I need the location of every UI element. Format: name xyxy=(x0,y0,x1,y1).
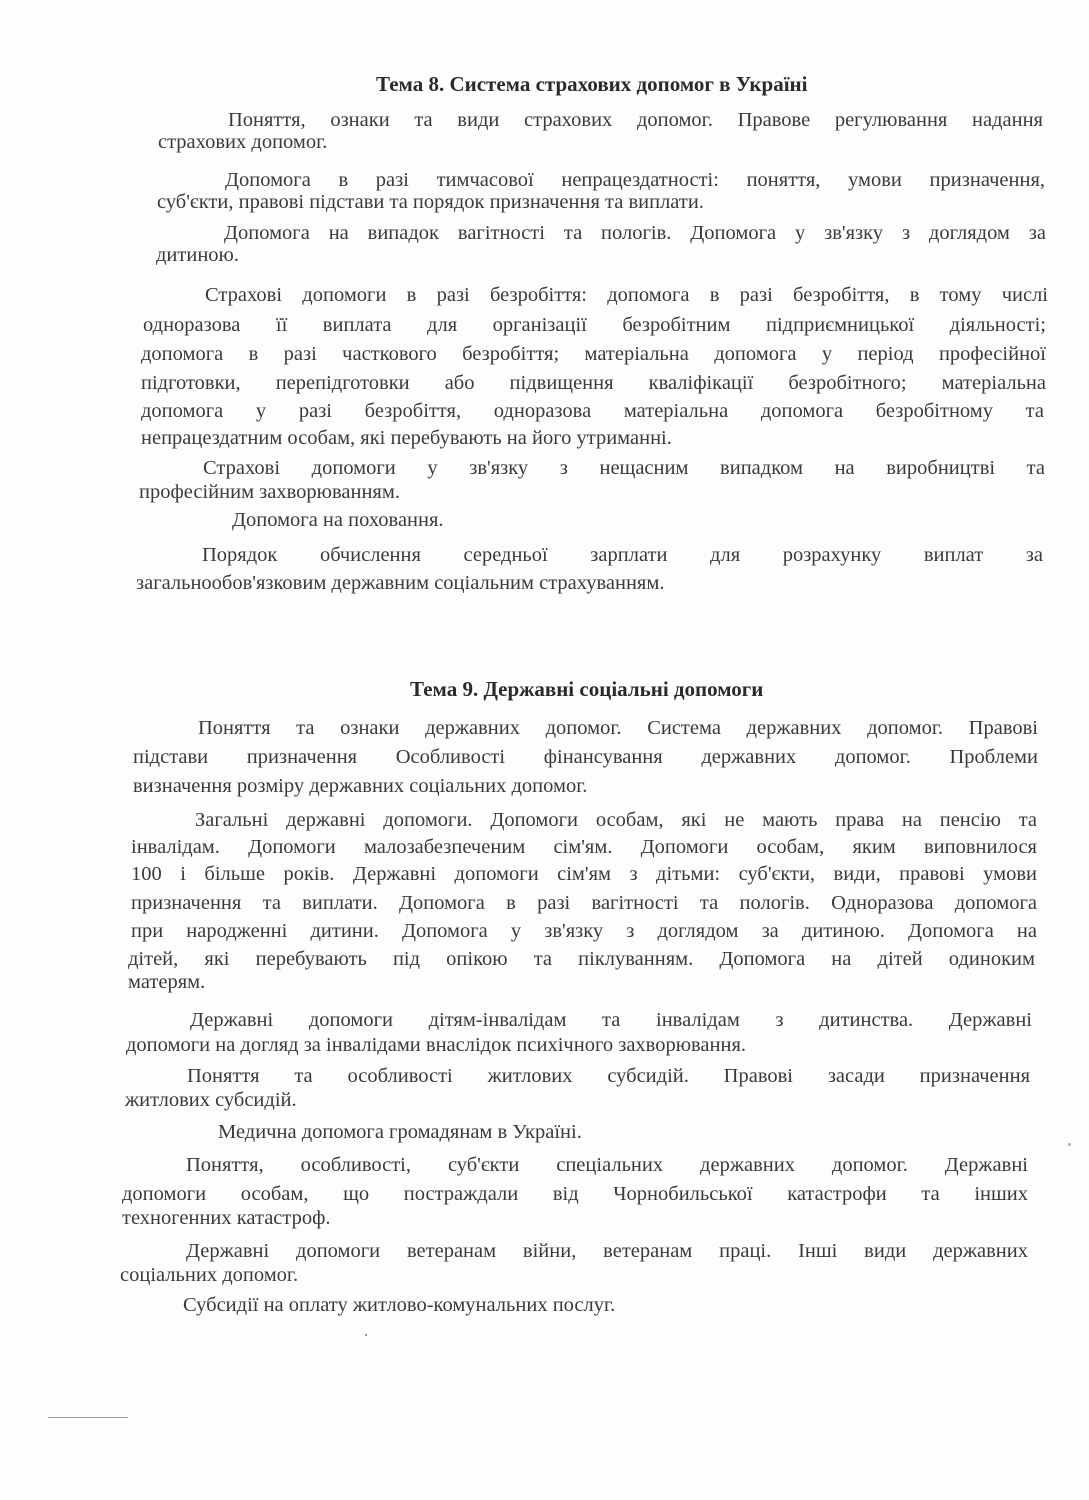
topic-9-line: Державні допомоги ветеранам війни, ветеранам праці. Інші види державних xyxy=(186,1240,1028,1262)
topic-8-line: Допомога в разі тимчасової непрацездатності: поняття, умови призначення, xyxy=(225,169,1045,191)
scan-speck xyxy=(1068,1143,1071,1146)
scan-speck xyxy=(365,1334,367,1336)
topic-9-line: дітей, які перебувають під опікою та піклуванням. Допомога на дітей одиноким xyxy=(128,948,1035,970)
topic-8-line: дитиною. xyxy=(156,244,239,266)
topic-9-line: допомоги особам, що постраждали від Чорнобильської катастрофи та інших xyxy=(122,1183,1028,1205)
topic-9-line: Медична допомога громадянам в Україні. xyxy=(218,1121,582,1143)
topic-9-line: матерям. xyxy=(128,971,206,993)
topic-8-line: професійним захворюванням. xyxy=(139,481,400,503)
topic-9-line: при народженні дитини. Допомога у зв'язку з доглядом за дитиною. Допомога на xyxy=(131,920,1037,942)
topic-9-line: інвалідам. Допомоги малозабезпеченим сім'ям. Допомоги особам, яким виповнилося xyxy=(131,836,1037,858)
topic-9-line: визначення розміру державних соціальних допомог. xyxy=(133,775,588,797)
topic-8-line: Допомога на поховання. xyxy=(232,509,444,531)
topic-9-line: 100 і більше років. Державні допомоги сім'ям з дітьми: суб'єкти, види, правові умови xyxy=(131,863,1037,885)
topic-9-title: Тема 9. Державні соціальні допомоги xyxy=(410,677,764,701)
topic-9-line: житлових субсидій. xyxy=(125,1089,297,1111)
topic-8-line: Поняття, ознаки та види страхових допомог. Правове регулювання надання xyxy=(228,109,1043,131)
topic-8-line: загальнообов'язковим державним соціальним страхуванням. xyxy=(136,572,665,594)
topic-9-line: Державні допомоги дітям-інвалідам та інвалідам з дитинства. Державні xyxy=(190,1009,1032,1031)
topic-8-line: суб'єкти, правові підстави та порядок призначення та виплати. xyxy=(157,191,704,213)
topic-8-line: одноразова її виплата для організації безробітним підприємницької діяльності; xyxy=(143,314,1046,336)
topic-8-line: страхових допомог. xyxy=(158,131,328,153)
topic-8-title: Тема 8. Система страхових допомог в Україні xyxy=(376,72,808,96)
topic-9-line: Поняття та особливості житлових субсидій. Правові засади призначення xyxy=(187,1065,1030,1087)
topic-8-line: Допомога на випадок вагітності та пологів. Допомога у зв'язку з доглядом за xyxy=(224,222,1046,244)
topic-9-line: Поняття, особливості, суб'єкти спеціальних державних допомог. Державні xyxy=(186,1154,1028,1176)
topic-8-line: допомога в разі часткового безробіття; матеріальна допомога у період професійної xyxy=(141,343,1046,365)
topic-9-line: Субсидії на оплату житлово-комунальних послуг. xyxy=(183,1294,616,1316)
topic-9-line: підстави призначення Особливості фінансування державних допомог. Проблеми xyxy=(133,746,1038,768)
scan-edge-line xyxy=(48,1417,128,1418)
topic-8-line: допомога у разі безробіття, одноразова матеріальна допомога безробітному та xyxy=(141,400,1044,422)
topic-9-line: соціальних допомог. xyxy=(120,1264,299,1286)
topic-8-line: Порядок обчислення середньої зарплати для розрахунку виплат за xyxy=(202,544,1043,566)
topic-8-line: підготовки, перепідготовки або підвищення кваліфікації безробітного; матеріальна xyxy=(141,372,1046,394)
topic-8-line: непрацездатним особам, які перебувають на його утриманні. xyxy=(141,427,672,449)
topic-9-line: техногенних катастроф. xyxy=(122,1207,331,1229)
topic-9-line: призначення та виплати. Допомога в разі вагітності та пологів. Одноразова допомога xyxy=(131,892,1037,914)
topic-8-line: Страхові допомоги у зв'язку з нещасним випадком на виробництві та xyxy=(203,457,1045,479)
topic-9-line: Поняття та ознаки державних допомог. Система державних допомог. Правові xyxy=(198,717,1038,739)
topic-9-line: допомоги на догляд за інвалідами внаслідок психічного захворювання. xyxy=(126,1034,747,1056)
topic-9-line: Загальні державні допомоги. Допомоги особам, які не мають права на пенсію та xyxy=(195,809,1037,831)
topic-8-line: Страхові допомоги в разі безробіття: допомога в разі безробіття, в тому числі xyxy=(205,284,1048,306)
